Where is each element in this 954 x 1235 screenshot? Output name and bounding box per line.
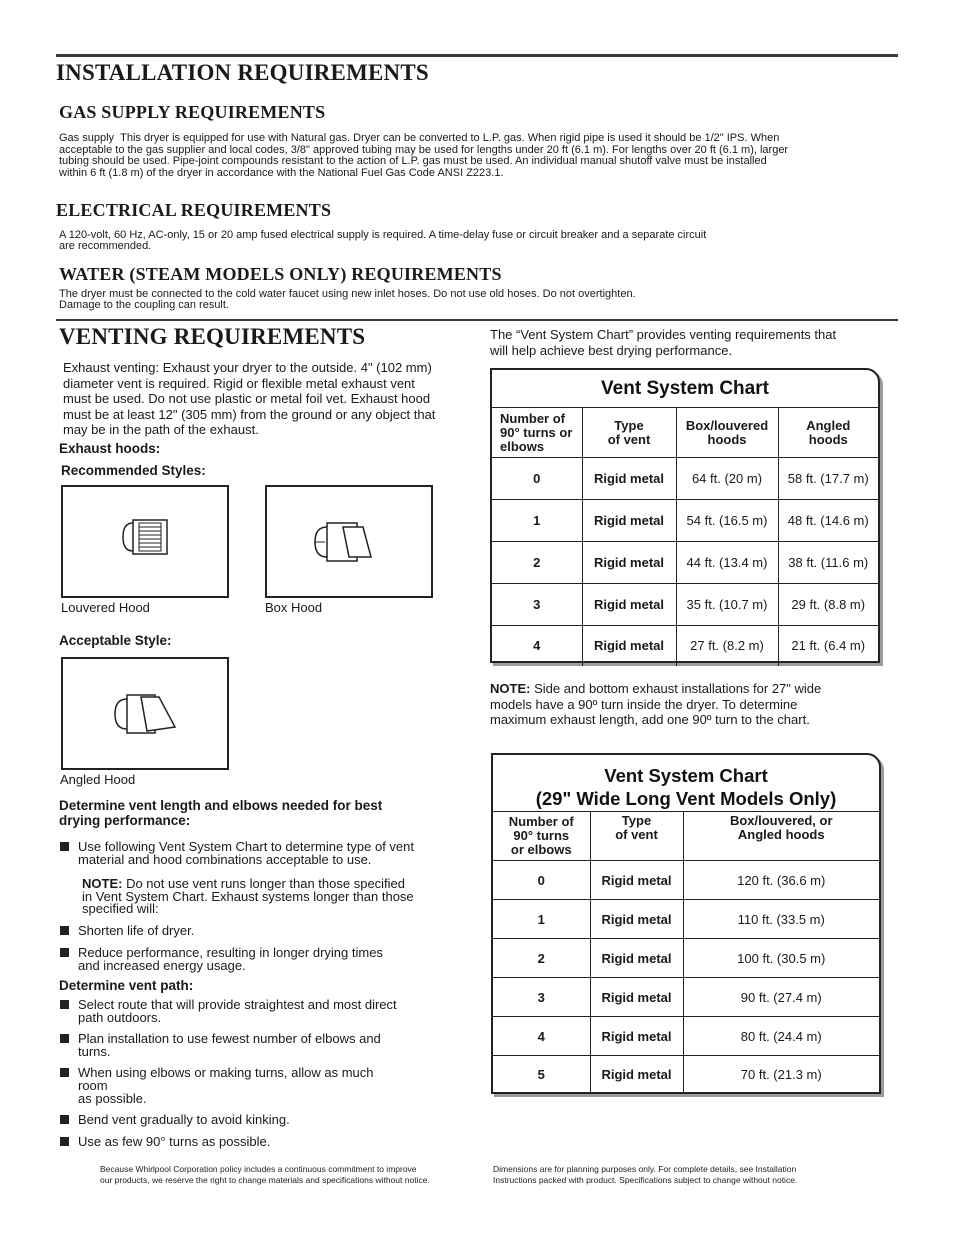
long-vent-chart-title-l2: (29" Wide Long Vent Models Only) xyxy=(535,788,837,809)
long-vent-header-turns xyxy=(493,812,590,861)
table-cell: Rigid metal xyxy=(582,542,676,584)
venting-intro-line-4: must be at least 12" (305 mm) from the ground or any object that xyxy=(63,406,436,422)
vent-note-line-2: in Vent System Chart. Exhaust systems longer than those xyxy=(82,888,414,904)
table-cell: Rigid metal xyxy=(582,626,676,666)
table-cell: Rigid metal xyxy=(590,861,683,900)
bullet-use-chart-line-2: material and hood combinations acceptable to use. xyxy=(78,852,372,867)
venting-rule xyxy=(56,319,898,321)
path-bullet-route-line-2: path outdoors. xyxy=(78,1010,162,1025)
gas-line-4: within 6 ft (1.8 m) of the dryer in accordance with the National Fuel Gas Code ANSI Z223.1. xyxy=(59,166,504,179)
path-bullet-room-line-1: When using elbows or making turns, allow as much xyxy=(78,1065,374,1080)
vent-chart-header-angled xyxy=(778,408,878,458)
bullet-reduce-performance xyxy=(60,946,383,972)
table-row xyxy=(492,500,878,542)
table-row xyxy=(493,861,879,900)
path-bullet-route xyxy=(60,998,397,1024)
table-cell: 2 xyxy=(493,939,590,978)
electrical-line-2: are recommended. xyxy=(59,240,152,252)
determine-heading xyxy=(59,798,382,828)
vent-system-chart xyxy=(490,368,880,663)
table-cell: 4 xyxy=(493,1017,590,1056)
table-cell: 0 xyxy=(492,458,582,500)
table-cell: 38 ft. (11.6 m) xyxy=(778,542,878,584)
table-cell: Rigid metal xyxy=(590,1017,683,1056)
table-cell: 100 ft. (30.5 m) xyxy=(683,939,879,978)
footer-right xyxy=(493,1164,873,1186)
table-cell: Rigid metal xyxy=(590,939,683,978)
table-cell: 54 ft. (16.5 m) xyxy=(676,500,778,542)
table-row xyxy=(493,900,879,939)
table-cell: 29 ft. (8.8 m) xyxy=(778,584,878,626)
table-row xyxy=(493,1056,879,1094)
vent-chart-header-box-l1: Box/louvered xyxy=(685,417,769,433)
path-bullet-few-turns xyxy=(60,1135,270,1148)
water-line-2: Damage to the coupling can result. xyxy=(59,299,229,311)
vent-chart-header-type-l1: Type xyxy=(614,417,644,433)
electrical-heading: ELECTRICAL REQUIREMENTS xyxy=(56,200,332,220)
exhaust-note-label: NOTE: xyxy=(490,681,531,696)
exhaust-note-line-3: maximum exhaust length, add one 90º turn to the chart. xyxy=(490,712,810,727)
table-cell: Rigid metal xyxy=(590,978,683,1017)
water-heading: WATER (STEAM MODELS ONLY) REQUIREMENTS xyxy=(59,264,502,284)
gas-line-2: acceptable to the gas supplier and local codes, 3/8" approved tubing may be used for lengths under 20 ft (6.1 m). For lengths over 20 ft (6.1 m), larger xyxy=(59,143,789,156)
table-row xyxy=(493,1017,879,1056)
footer-right-line-1: Dimensions are for planning purposes only. For complete details, see Installation xyxy=(493,1164,797,1174)
vent-chart-header-angled-l2: hoods xyxy=(808,431,848,447)
long-vent-chart-table xyxy=(493,811,879,1094)
footer-left-line-2: our products, we reserve the right to change materials and specifications without notice. xyxy=(100,1175,430,1185)
vent-note xyxy=(82,878,414,916)
path-bullet-room xyxy=(60,1066,374,1105)
table-cell: Rigid metal xyxy=(582,500,676,542)
table-cell: 120 ft. (36.6 m) xyxy=(683,861,879,900)
long-vent-header-type-l2: of vent xyxy=(615,827,658,842)
electrical-paragraph xyxy=(59,230,859,252)
water-paragraph xyxy=(59,289,819,311)
table-cell: 48 ft. (14.6 m) xyxy=(778,500,878,542)
gas-line-1: This dryer is equipped for use with Natural gas. Dryer can be converted to L.P. gas. When rigid pipe is used it should be 1/2" IPS. When xyxy=(120,132,780,144)
table-cell: 44 ft. (13.4 m) xyxy=(676,542,778,584)
table-cell: 35 ft. (10.7 m) xyxy=(676,584,778,626)
table-cell: 3 xyxy=(492,584,582,626)
long-vent-chart xyxy=(491,753,881,1094)
exhaust-note-line-2: models have a 90º turn inside the dryer. To determine xyxy=(490,696,798,712)
vent-chart-header-turns xyxy=(492,408,582,458)
right-intro-line-1: The “Vent System Chart” provides venting requirements that xyxy=(490,327,837,342)
table-row xyxy=(492,458,878,500)
venting-intro xyxy=(63,360,478,438)
table-cell: 3 xyxy=(493,978,590,1017)
table-cell: 70 ft. (21.3 m) xyxy=(683,1056,879,1094)
recommended-styles-label: Recommended Styles: xyxy=(61,463,206,478)
angled-hood-icon xyxy=(63,659,227,768)
determine-heading-line-2: drying performance: xyxy=(59,813,191,828)
louvered-hood-image xyxy=(61,485,229,598)
vent-chart-header-turns-l3: elbows xyxy=(500,438,545,454)
long-vent-header-turns-l3: or elbows xyxy=(510,842,572,857)
table-cell: Rigid metal xyxy=(582,584,676,626)
bullet-use-chart xyxy=(60,840,414,866)
angled-hood-image xyxy=(61,657,229,770)
vent-chart-table xyxy=(492,407,878,666)
long-vent-header-row xyxy=(493,812,879,861)
box-hood-icon xyxy=(267,487,431,596)
long-vent-header-type xyxy=(590,812,683,861)
table-row xyxy=(492,542,878,584)
exhaust-note-line-1: Side and bottom exhaust installations for 27" wide xyxy=(530,681,822,696)
table-cell: 58 ft. (17.7 m) xyxy=(778,458,878,500)
page-title: INSTALLATION REQUIREMENTS xyxy=(56,60,429,85)
table-row xyxy=(492,626,878,666)
table-cell: Rigid metal xyxy=(590,900,683,939)
right-intro-line-2: will help achieve best drying performance. xyxy=(490,342,733,358)
long-vent-header-hoods-l1: Box/louvered, or xyxy=(729,813,833,828)
long-vent-header-hoods-l2: Angled hoods xyxy=(737,827,825,842)
table-row xyxy=(493,939,879,978)
venting-heading: VENTING REQUIREMENTS xyxy=(59,324,366,349)
vent-chart-header-turns-l2: 90° turns or xyxy=(500,424,573,440)
path-bullet-bend-text: Bend vent gradually to avoid kinking. xyxy=(78,1112,290,1127)
vent-chart-title: Vent System Chart xyxy=(601,378,769,399)
table-cell: Rigid metal xyxy=(590,1056,683,1094)
path-bullet-elbows-line-1: Plan installation to use fewest number of elbows and xyxy=(78,1031,381,1046)
box-hood-image xyxy=(265,485,433,598)
top-rule xyxy=(56,54,898,57)
box-hood-caption: Box Hood xyxy=(265,600,323,615)
determine-heading-line-1: Determine vent length and elbows needed for best xyxy=(59,798,383,813)
table-row xyxy=(492,584,878,626)
bullet-shorten-life-text: Shorten life of dryer. xyxy=(78,923,195,938)
long-vent-header-turns-l1: Number of xyxy=(508,814,574,829)
long-vent-header-turns-l2: 90° turns xyxy=(513,828,570,843)
gas-line-3: tubing should be used. Pipe-joint compounds resistant to the action of L.P. gas must be used. An individual manual shutoff valve must be installed xyxy=(59,155,767,167)
vent-note-label: NOTE: xyxy=(82,876,123,891)
footer-left xyxy=(100,1164,480,1186)
table-row xyxy=(493,978,879,1017)
long-vent-header-type-l1: Type xyxy=(621,813,652,828)
water-line-1: The dryer must be connected to the cold water faucet using new inlet hoses. Do not use old hoses. Do not overtighten. xyxy=(59,288,636,300)
path-bullet-few-turns-text: Use as few 90° turns as possible. xyxy=(78,1134,271,1149)
bullet-reduce-line-1: Reduce performance, resulting in longer drying times xyxy=(78,945,383,960)
vent-chart-header-type xyxy=(582,408,676,458)
path-bullet-bend xyxy=(60,1113,290,1126)
footer-right-line-2: Instructions packed with product. Specifications subject to change without notice. xyxy=(493,1175,798,1185)
electrical-line-1: A 120-volt, 60 Hz, AC-only, 15 or 20 amp fused electrical supply is required. A time-delay fuse or circuit breaker and a separate circuit xyxy=(59,229,707,241)
bullet-shorten-life xyxy=(60,924,194,937)
bullet-reduce-line-2: and increased energy usage. xyxy=(78,958,246,973)
vent-chart-header-box-l2: hoods xyxy=(707,431,747,447)
acceptable-style-label: Acceptable Style: xyxy=(59,633,172,648)
vent-chart-header-box xyxy=(676,408,778,458)
table-cell: 1 xyxy=(493,900,590,939)
table-cell: 1 xyxy=(492,500,582,542)
table-cell: Rigid metal xyxy=(582,458,676,500)
gas-paragraph xyxy=(59,133,899,179)
table-cell: 0 xyxy=(493,861,590,900)
footer-left-line-1: Because Whirlpool Corporation policy includes a continuous commitment to improve xyxy=(100,1164,417,1174)
bullet-use-chart-line-1: Use following Vent System Chart to determine type of vent xyxy=(78,839,415,854)
table-cell: 110 ft. (33.5 m) xyxy=(683,900,879,939)
angled-hood-caption: Angled Hood xyxy=(60,772,136,787)
long-vent-chart-title-l1: Vent System Chart xyxy=(604,765,768,786)
vent-chart-header-row xyxy=(492,408,878,458)
gas-lead: Gas supply xyxy=(59,132,115,144)
path-bullet-elbows xyxy=(60,1032,381,1058)
exhaust-note xyxy=(490,681,890,728)
vent-chart-header-angled-l1: Angled xyxy=(806,417,851,433)
right-intro xyxy=(490,327,890,358)
vent-chart-header-type-l2: of vent xyxy=(607,431,651,447)
table-cell: 4 xyxy=(492,626,582,666)
table-cell: 80 ft. (24.4 m) xyxy=(683,1017,879,1056)
long-vent-chart-title xyxy=(493,755,879,811)
table-cell: 5 xyxy=(493,1056,590,1094)
exhaust-hoods-label: Exhaust hoods: xyxy=(59,441,161,456)
vent-note-line-1: Do not use vent runs longer than those specified xyxy=(122,876,406,891)
venting-intro-line-5: may be in the path of the exhaust. xyxy=(63,422,259,437)
venting-intro-line-1: Exhaust venting: Exhaust your dryer to the outside. 4" (102 mm) xyxy=(63,360,432,375)
path-heading: Determine vent path: xyxy=(59,978,194,993)
venting-intro-line-3: must be used. Do not use plastic or metal foil vet. Exhaust hood xyxy=(63,391,431,406)
table-cell: 2 xyxy=(492,542,582,584)
vent-note-line-3: specified will: xyxy=(82,901,159,916)
vent-chart-header-turns-l1: Number of xyxy=(500,410,565,426)
louvered-hood-icon xyxy=(63,487,227,596)
gas-heading: GAS SUPPLY REQUIREMENTS xyxy=(59,102,326,122)
path-bullet-room-line-2: room xyxy=(78,1078,108,1093)
path-bullet-room-line-3: as possible. xyxy=(78,1091,147,1106)
path-bullet-elbows-line-2: turns. xyxy=(78,1044,111,1059)
table-cell: 64 ft. (20 m) xyxy=(676,458,778,500)
path-bullet-route-line-1: Select route that will provide straightest and most direct xyxy=(78,997,397,1012)
table-cell: 27 ft. (8.2 m) xyxy=(676,626,778,666)
louvered-hood-caption: Louvered Hood xyxy=(61,600,150,615)
long-vent-header-hoods xyxy=(683,812,879,861)
table-cell: 90 ft. (27.4 m) xyxy=(683,978,879,1017)
venting-intro-line-2: diameter vent is required. Rigid or flexible metal exhaust vent xyxy=(63,375,415,391)
table-cell: 21 ft. (6.4 m) xyxy=(778,626,878,666)
